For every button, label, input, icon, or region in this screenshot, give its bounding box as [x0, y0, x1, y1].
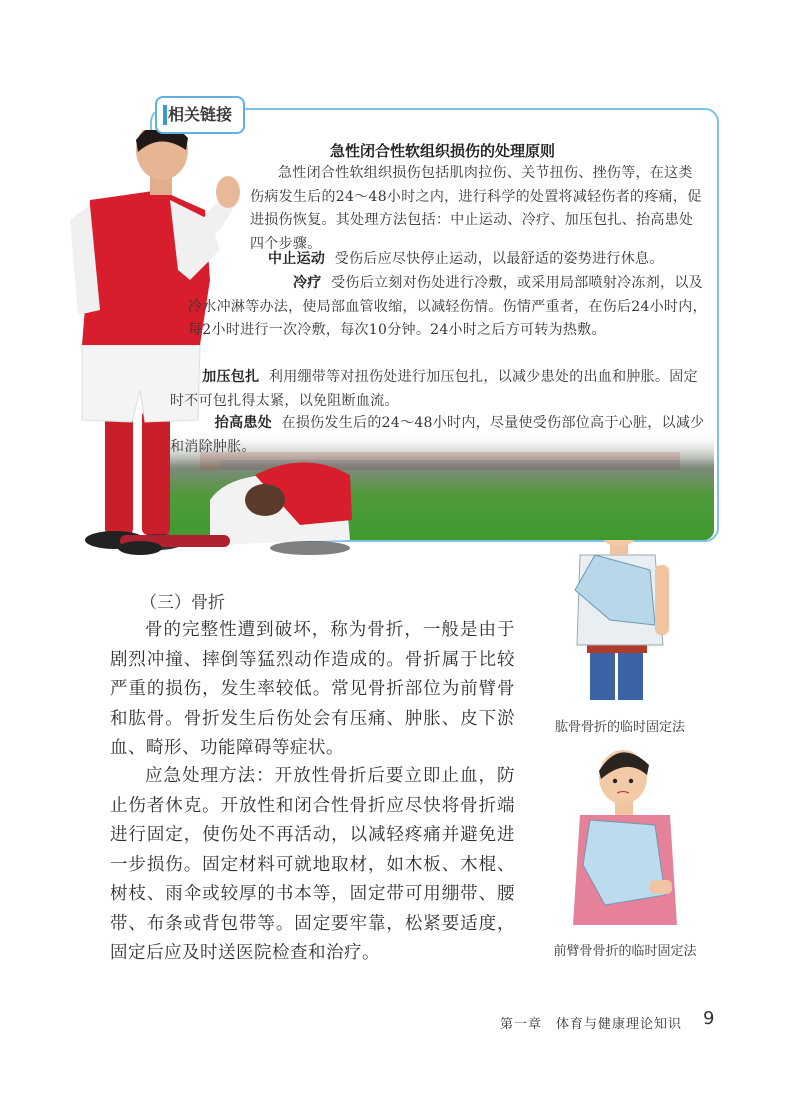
forearm-sling-illustration [565, 745, 685, 930]
step-text: 受伤后应尽快停止运动，以最舒适的姿势进行休息。 [334, 251, 664, 267]
main-paragraph: 应急处理方法：开放性骨折后要立即止血，防止伤者休克。开放性和闭合性骨折应尽快将骨折端进行固定，使伤处不再活动，以减轻疼痛并避免进一步损伤。固定材料可就地取材，如木板、木棍、树枝、雨伞或较厚的书本等，固定带可用绷带、腰带、布条或背包带等。固定要牢靠，松紧要适度，固定后应及时送医院检查和治疗。 [110, 766, 515, 963]
sidebar-step-cold [188, 272, 708, 343]
section-title: （三）骨折 [140, 593, 225, 613]
main-paragraph: 骨的完整性遭到破坏，称为骨折，一般是由于剧烈冲撞、摔倒等猛烈动作造成的。骨折属于比较严重的损伤，发生率较低。常见骨折部位为前臂骨和肱骨。骨折发生后伤处会有压痛、肿胀、皮下淤血、畸形、功能障碍等症状。 [110, 620, 515, 758]
sidebar-step-elevate [170, 412, 708, 459]
step-text: 在损伤发生后的24～48小时内，尽量使受伤部位高于心脏，以减少和消除肿胀。 [170, 415, 705, 455]
sidebar-title: 急性闭合性软组织损伤的处理原则 [330, 142, 556, 160]
step-term: 抬高患处 [214, 415, 272, 431]
step-term: 中止运动 [268, 251, 326, 267]
step-term: 冷疗 [293, 275, 322, 291]
related-link-tag: 相关链接 [155, 96, 245, 134]
sidebar-step-compress [170, 366, 708, 413]
sidebar-intro: 急性闭合性软组织损伤包括肌肉拉伤、关节扭伤、挫伤等，在这类伤病发生后的24～48小时之内，进行科学的处置将减轻伤者的疼痛，促进损伤恢复。其处理方法包括：中止运动、冷疗、加压包扎、抬高患处四个步骤。 [250, 165, 702, 252]
step-text: 利用绷带等对扭伤处进行加压包扎，以减少患处的出血和肿胀。固定时不可包扎得太紧，以免阻断血流。 [170, 369, 698, 409]
sidebar-step-stop [268, 248, 708, 272]
figure-caption: 前臂骨骨折的临时固定法 [553, 944, 697, 959]
page-number: 9 [703, 1008, 715, 1029]
step-text: 受伤后立刻对伤处进行冷敷，或采用局部喷射冷冻剂，以及冷水冲淋等办法，使局部血管收缩，以减轻伤情。伤情严重者，在伤后24小时内，每2小时进行一次冷敷，每次10分钟。24小时之后方可转为热敷。 [188, 275, 707, 338]
step-term: 加压包扎 [202, 369, 260, 385]
figure-caption: 肱骨骨折的临时固定法 [554, 720, 685, 735]
footer-chapter: 第一章 体育与健康理论知识 [500, 1017, 683, 1032]
